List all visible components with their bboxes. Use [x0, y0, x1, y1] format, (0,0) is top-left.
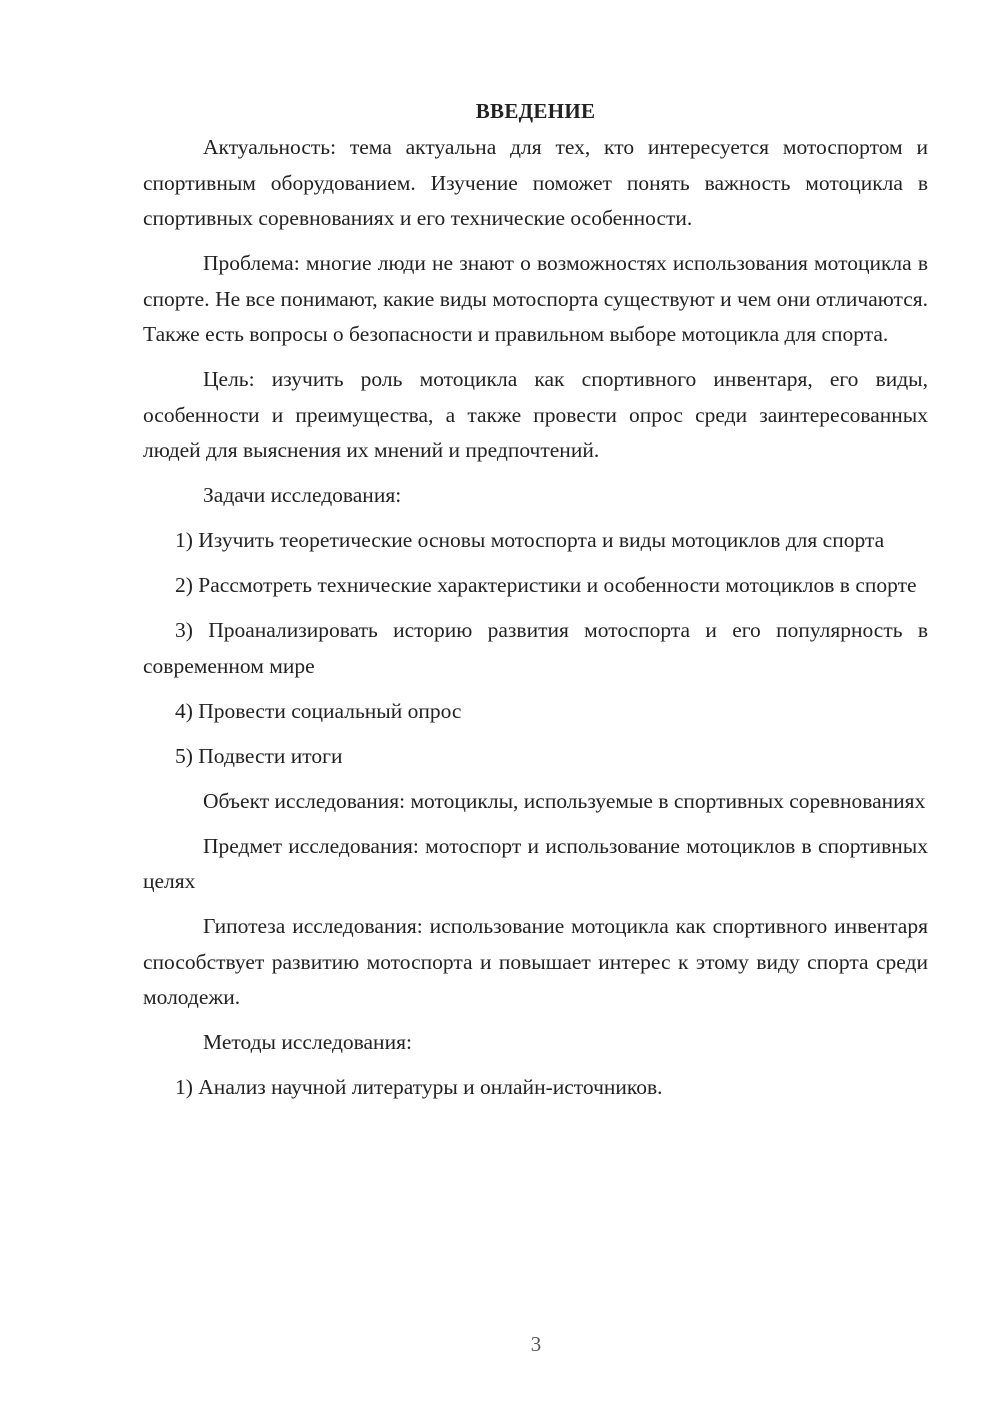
task-item-4: 4) Провести социальный опрос: [175, 698, 462, 723]
document-page: [143, 96, 928, 1115]
paragraph-object: Объект исследования: мотоциклы, используемые в спортивных соревнованиях: [203, 788, 926, 813]
paragraph-methods-heading: Методы исследования:: [203, 1030, 412, 1054]
task-item-1: 1) Изучить теоретические основы мотоспорта и виды мотоциклов для спорта: [175, 528, 885, 552]
task-item-5: 5) Подвести итоги: [175, 743, 343, 768]
method-item-1: 1) Анализ научной литературы и онлайн-источников.: [175, 1075, 663, 1099]
paragraph-hypothesis: Гипотеза исследования: использование мотоцикла как спортивного инвентаря способствует развитию мотоспорта и повышает интерес к этому виду спорта среди молодежи.: [143, 914, 928, 1009]
paragraph-subject: Предмет исследования: мотоспорт и использование мотоциклов в спортивных целях: [143, 833, 928, 893]
paragraph-problem: Проблема: многие люди не знают о возможностях использования мотоцикла в спорте. Не все понимают, какие виды мотоспорта существуют и чем они отличаются. Также есть вопросы о безопасности и правильном выборе мотоцикла для спорта.: [143, 251, 928, 346]
section-title: ВВЕДЕНИЕ: [475, 99, 596, 123]
task-item-3: 3) Проанализировать историю развития мотоспорта и его популярность в современном мире: [143, 618, 928, 678]
task-item-2: 2) Рассмотреть технические характеристики и особенности мотоциклов в спорте: [175, 573, 917, 597]
paragraph-goal: Цель: изучить роль мотоцикла как спортивного инвентаря, его виды, особенности и преимущества, а также провести опрос среди заинтересованных людей для выяснения их мнений и предпочтений.: [143, 367, 928, 462]
paragraph-relevance: Актуальность: тема актуальна для тех, кто интересуется мотоспортом и спортивным оборудованием. Изучение поможет понять важность мотоцикла в спортивных соревнованиях и его технические особенности.: [143, 135, 928, 230]
page-number: 3: [530, 1332, 542, 1356]
paragraph-tasks-heading: Задачи исследования:: [203, 483, 402, 507]
